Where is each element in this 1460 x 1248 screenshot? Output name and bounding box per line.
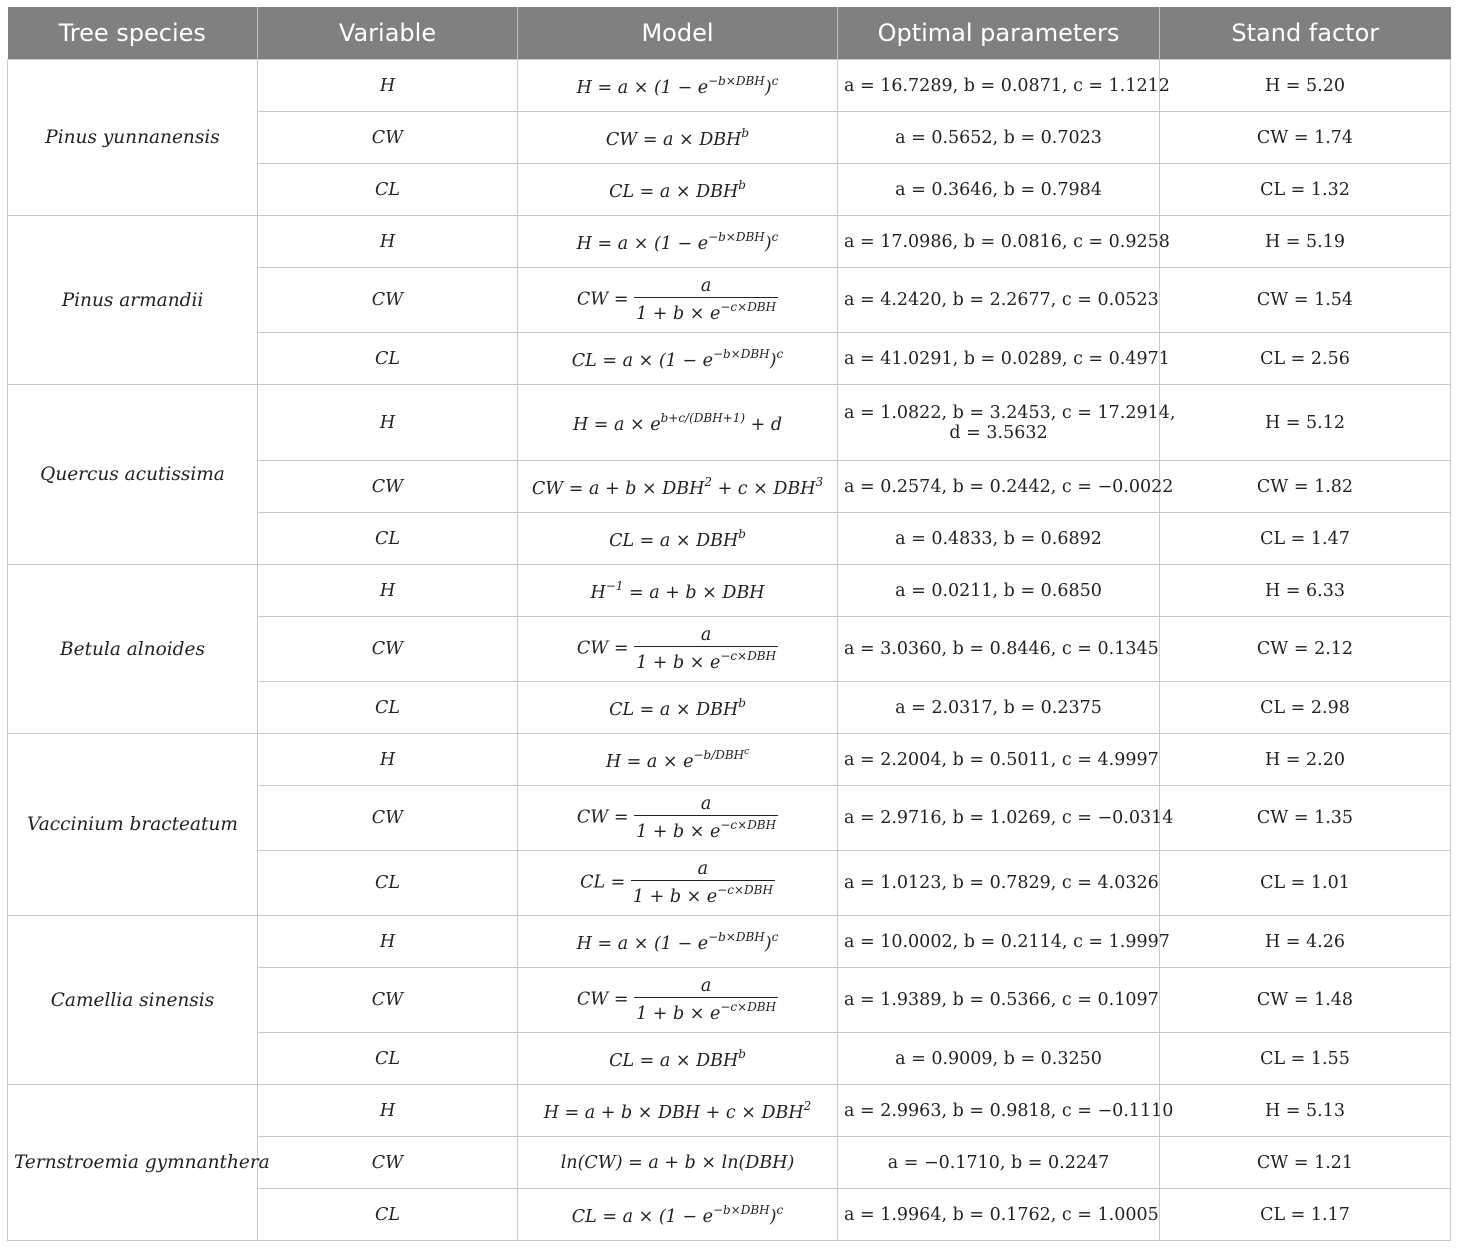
species-cell: Vaccinium bracteatum	[8, 734, 258, 916]
variable-cell: CL	[258, 851, 518, 916]
stand-factor-cell: CL = 1.47	[1160, 513, 1451, 565]
parameters-cell: a = 0.4833, b = 0.6892	[838, 513, 1160, 565]
variable-cell: H	[258, 60, 518, 112]
species-cell: Betula alnoides	[8, 565, 258, 734]
variable-cell: CL	[258, 1033, 518, 1085]
model-cell: $H = a \times (1 - e^{-b\times DBH})^c$	[518, 216, 838, 268]
parameters-cell: a = 3.0360, b = 0.8446, c = 0.1345	[838, 617, 1160, 682]
model-cell: CL = $a \times DBH^b$	[518, 513, 838, 565]
model-cell: $H = a \times (1 - e^{-b\times DBH})^c$	[518, 916, 838, 968]
variable-cell: CW	[258, 461, 518, 513]
stand-factor-cell: H = 6.33	[1160, 565, 1451, 617]
stand-factor-cell: CW = 2.12	[1160, 617, 1451, 682]
variable-cell: CW	[258, 112, 518, 164]
parameters-cell: a = 0.9009, b = 0.3250	[838, 1033, 1160, 1085]
variable-cell: CL	[258, 333, 518, 385]
model-cell: CW = $\frac{a}{1 + b \times e^{-c\times DBH}}$	[518, 617, 838, 682]
variable-cell: H	[258, 1085, 518, 1137]
header-stand-factor: Stand factor	[1160, 7, 1451, 60]
variable-cell: CL	[258, 513, 518, 565]
parameters-cell: a = 16.7289, b = 0.0871, c = 1.1212	[838, 60, 1160, 112]
model-cell: CL = $a \times DBH^b$	[518, 1033, 838, 1085]
model-cell: CW = $a \times DBH^b$	[518, 112, 838, 164]
model-cell: CW = $a + b \times DBH^2 + c \times DBH^3$	[518, 461, 838, 513]
variable-cell: H	[258, 216, 518, 268]
parameters-cell: a = 0.5652, b = 0.7023	[838, 112, 1160, 164]
variable-cell: CL	[258, 682, 518, 734]
parameters-cell: a = −0.1710, b = 0.2247	[838, 1137, 1160, 1189]
parameters-cell: a = 0.0211, b = 0.6850	[838, 565, 1160, 617]
variable-cell: H	[258, 565, 518, 617]
parameters-cell: a = 2.9963, b = 0.9818, c = −0.1110	[838, 1085, 1160, 1137]
parameters-cell: a = 1.0822, b = 3.2453, c = 17.2914, d = 3.5632	[838, 385, 1160, 461]
species-cell: Ternstroemia gymnanthera	[8, 1085, 258, 1241]
parameters-cell: a = 17.0986, b = 0.0816, c = 0.9258	[838, 216, 1160, 268]
stand-factor-cell: CL = 2.98	[1160, 682, 1451, 734]
stand-factor-cell: CW = 1.74	[1160, 112, 1451, 164]
table-row	[8, 916, 1451, 968]
stand-factor-cell: H = 4.26	[1160, 916, 1451, 968]
table-row	[8, 734, 1451, 786]
stand-factor-cell: CL = 1.17	[1160, 1189, 1451, 1241]
stand-factor-cell: CW = 1.35	[1160, 786, 1451, 851]
stand-factor-cell: H = 5.12	[1160, 385, 1451, 461]
model-cell: $H = a \times e^{-b/DBH^c}$	[518, 734, 838, 786]
header-model: Model	[518, 7, 838, 60]
stand-factor-cell: CW = 1.54	[1160, 268, 1451, 333]
stand-factor-cell: H = 2.20	[1160, 734, 1451, 786]
stand-factor-cell: H = 5.19	[1160, 216, 1451, 268]
model-cell: CL = $a \times (1 - e^{-b\times DBH})^c$	[518, 1189, 838, 1241]
stand-factor-cell: CW = 1.48	[1160, 968, 1451, 1033]
parameters-cell: a = 0.3646, b = 0.7984	[838, 164, 1160, 216]
model-cell: $H = a \times e^{b+c/(DBH+1)} + d$	[518, 385, 838, 461]
header-tree-species: Tree species	[8, 7, 258, 60]
parameters-cell: a = 1.9389, b = 0.5366, c = 0.1097	[838, 968, 1160, 1033]
stand-factor-cell: CW = 1.21	[1160, 1137, 1451, 1189]
parameters-cell: a = 1.0123, b = 0.7829, c = 4.0326	[838, 851, 1160, 916]
parameters-cell: a = 0.2574, b = 0.2442, c = −0.0022	[838, 461, 1160, 513]
species-cell: Pinus yunnanensis	[8, 60, 258, 216]
model-cell: CL = $a \times DBH^b$	[518, 682, 838, 734]
parameters-cell: a = 4.2420, b = 2.2677, c = 0.0523	[838, 268, 1160, 333]
variable-cell: CL	[258, 164, 518, 216]
stand-factor-cell: CL = 1.55	[1160, 1033, 1451, 1085]
parameters-cell: a = 2.0317, b = 0.2375	[838, 682, 1160, 734]
stand-factor-cell: CW = 1.82	[1160, 461, 1451, 513]
parameters-cell: a = 2.2004, b = 0.5011, c = 4.9997	[838, 734, 1160, 786]
model-cell: CW = $\frac{a}{1 + b \times e^{-c\times DBH}}$	[518, 786, 838, 851]
variable-cell: CL	[258, 1189, 518, 1241]
stand-factor-cell: H = 5.20	[1160, 60, 1451, 112]
variable-cell: CW	[258, 617, 518, 682]
species-cell: Quercus acutissima	[8, 385, 258, 565]
model-cell: $H^{-1} = a + b$ × DBH	[518, 565, 838, 617]
variable-cell: CW	[258, 786, 518, 851]
model-cell: H = a + b × DBH + $c \times DBH^2$	[518, 1085, 838, 1137]
table-row	[8, 60, 1451, 112]
table-row	[8, 216, 1451, 268]
model-cell: CW = $\frac{a}{1 + b \times e^{-c\times DBH}}$	[518, 268, 838, 333]
header-variable: Variable	[258, 7, 518, 60]
stand-factor-cell: H = 5.13	[1160, 1085, 1451, 1137]
table-row	[8, 565, 1451, 617]
stand-factor-cell: CL = 1.32	[1160, 164, 1451, 216]
stand-factor-cell: CL = 2.56	[1160, 333, 1451, 385]
model-cell: ln(CW) = a + b × ln(DBH)	[518, 1137, 838, 1189]
variable-cell: CW	[258, 1137, 518, 1189]
model-cell: CW = $\frac{a}{1 + b \times e^{-c\times DBH}}$	[518, 968, 838, 1033]
parameters-cell: a = 2.9716, b = 1.0269, c = −0.0314	[838, 786, 1160, 851]
species-cell: Camellia sinensis	[8, 916, 258, 1085]
model-cell: CL = $a \times (1 - e^{-b\times DBH})^c$	[518, 333, 838, 385]
variable-cell: CW	[258, 968, 518, 1033]
table-row	[8, 1085, 1451, 1137]
variable-cell: CW	[258, 268, 518, 333]
parameters-cell: a = 10.0002, b = 0.2114, c = 1.9997	[838, 916, 1160, 968]
parameters-cell: a = 1.9964, b = 0.1762, c = 1.0005	[838, 1189, 1160, 1241]
stand-factor-cell: CL = 1.01	[1160, 851, 1451, 916]
variable-cell: H	[258, 734, 518, 786]
variable-cell: H	[258, 385, 518, 461]
table-row	[8, 385, 1451, 461]
model-cell: CL = $a \times DBH^b$	[518, 164, 838, 216]
variable-cell: H	[258, 916, 518, 968]
species-cell: Pinus armandii	[8, 216, 258, 385]
parameter-table	[7, 7, 1451, 1241]
model-cell: $H = a \times (1 - e^{-b\times DBH})^c$	[518, 60, 838, 112]
header-row	[8, 7, 1451, 60]
parameters-cell: a = 41.0291, b = 0.0289, c = 0.4971	[838, 333, 1160, 385]
model-cell: CL = $\frac{a}{1 + b \times e^{-c\times DBH}}$	[518, 851, 838, 916]
header-optimal-parameters: Optimal parameters	[838, 7, 1160, 60]
